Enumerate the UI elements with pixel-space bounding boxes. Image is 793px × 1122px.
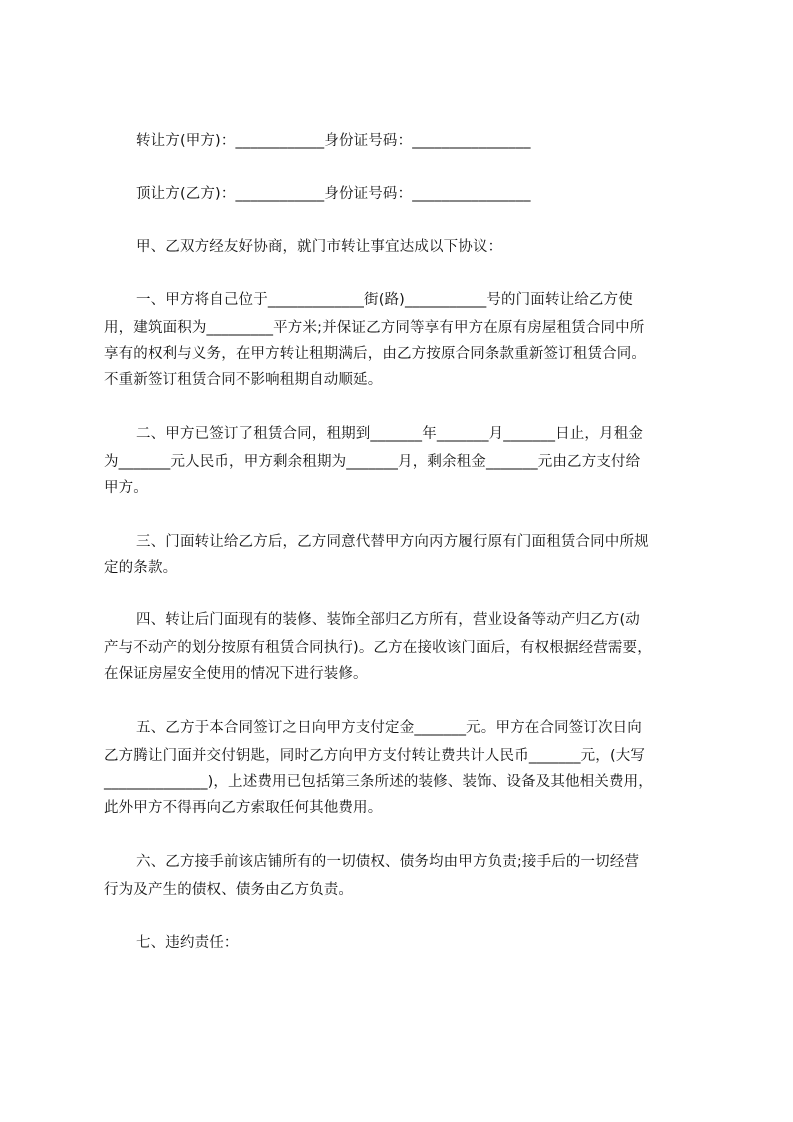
- clause-2-line-2: 为_______元人民币，甲方剩余租期为_______月，剩余租金_______元由乙方支付给: [104, 454, 641, 470]
- agreement-intro: 甲、乙双方经友好协商，就门市转让事宜达成以下协议：: [136, 239, 503, 255]
- clause-4-line-1: 四、转让后门面现有的装修、装饰全部归乙方所有，营业设备等动产归乙方(动: [136, 612, 640, 628]
- clause-5-line-3: ______________)，上述费用已包括第三条所述的装修、装饰、设备及其他相关费用，: [104, 774, 653, 790]
- clause-7-line-1: 七、违约责任：: [136, 935, 239, 951]
- clause-5-line-1: 五、乙方于本合同签订之日向甲方支付定金_______元。甲方在合同签订次日向: [136, 720, 642, 736]
- clause-1-line-4: 不重新签订租赁合同不影响租期自动顺延。: [104, 372, 383, 388]
- clause-4-line-3: 在保证房屋安全使用的情况下进行装修。: [104, 666, 368, 682]
- clause-3-line-1: 三、门面转让给乙方后，乙方同意代替甲方向丙方履行原有门面租赁合同中所规: [136, 534, 649, 550]
- clause-5-line-4: 此外甲方不得再向乙方索取任何其他费用。: [104, 800, 383, 816]
- clause-6-line-2: 行为及产生的债权、债务由乙方负责。: [104, 882, 354, 898]
- clause-2-line-3: 甲方。: [104, 480, 148, 496]
- clause-6-line-1: 六、乙方接手前该店铺所有的一切债权、债务均由甲方负责;接手后的一切经营: [136, 854, 640, 870]
- clause-3-line-2: 定的条款。: [104, 560, 178, 576]
- clause-2-line-1: 二、甲方已签订了租赁合同，租期到_______年_______月_______日止，月租金: [136, 426, 643, 442]
- transferee-party-line: 顶让方(乙方)：____________身份证号码：________________: [136, 186, 531, 202]
- clause-1-line-1: 一、甲方将自己位于_____________街(路)___________号的门面转让给乙方使: [136, 292, 633, 308]
- clause-1-line-3: 享有的权利与义务，在甲方转让租期满后，由乙方按原合同条款重新签订租赁合同。: [104, 346, 647, 362]
- clause-1-line-2: 用，建筑面积为_________平方米;并保证乙方同等享有甲方在原有房屋租赁合同中所: [104, 320, 645, 336]
- transferor-party-line: 转让方(甲方)：____________身份证号码：________________: [136, 133, 531, 149]
- clause-4-line-2: 产与不动产的划分按原有租赁合同执行)。乙方在接收该门面后，有权根据经营需要，: [104, 640, 652, 656]
- clause-5-line-2: 乙方腾让门面并交付钥匙，同时乙方向甲方支付转让费共计人民币_______元，(大写: [104, 748, 646, 764]
